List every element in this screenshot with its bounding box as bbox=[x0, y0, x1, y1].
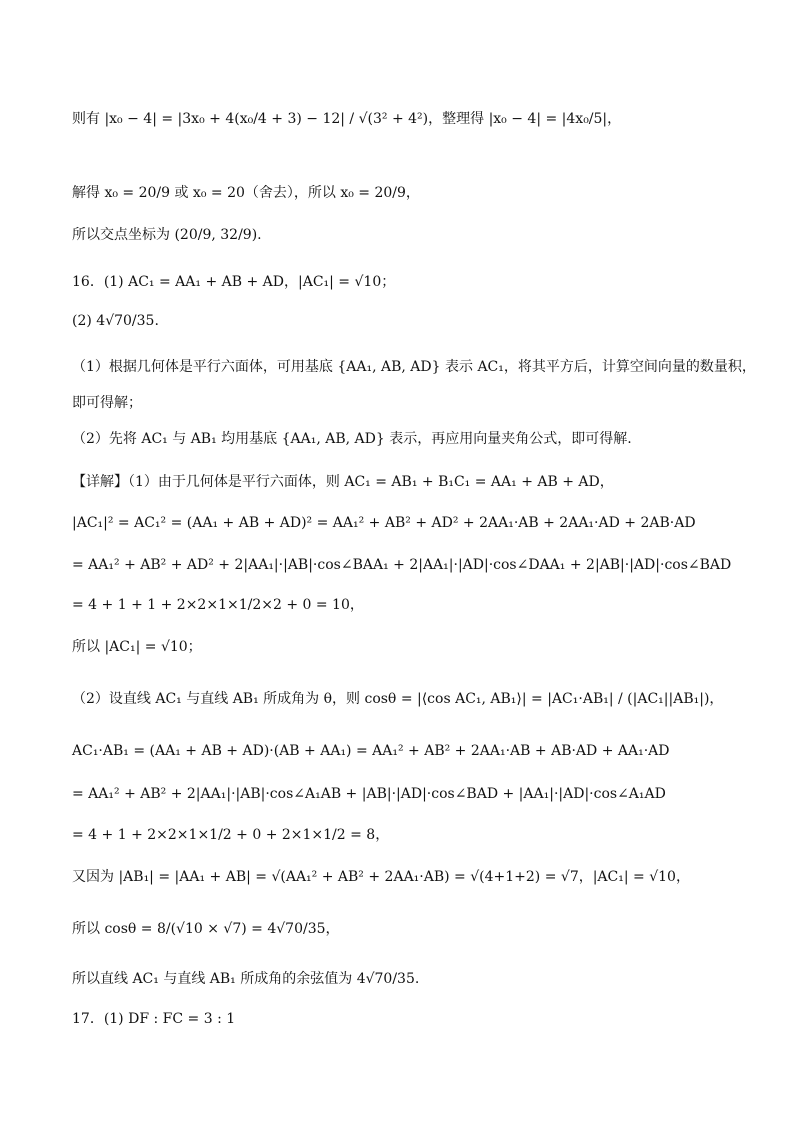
line-6: （1）根据几何体是平行六面体，可用基底 {AA₁, AB, AD} 表示 AC₁，将其平方后，计算空间向量的数量积， bbox=[72, 359, 756, 375]
line-19: 所以 cosθ = 8/(√10 × √7) = 4√70/35， bbox=[72, 921, 340, 937]
line-3: 所以交点坐标为 (20/9, 32/9). bbox=[72, 227, 262, 243]
line-10: |AC₁|² = AC₁² = (AA₁ + AB + AD)² = AA₁² + AB² + AD² + 2AA₁·AB + 2AA₁·AD + 2AB·AD bbox=[72, 515, 696, 531]
line-7: 即可得解； bbox=[72, 395, 142, 411]
line-12: = 4 + 1 + 1 + 2×2×1×1/2×2 + 0 = 10， bbox=[72, 597, 364, 613]
line-2: 解得 x₀ = 20/9 或 x₀ = 20（舍去），所以 x₀ = 20/9， bbox=[72, 185, 420, 201]
line-18: 又因为 |AB₁| = |AA₁ + AB| = √(AA₁² + AB² + 2AA₁·AB) = √(4+1+2) = √7，|AC₁| = √10， bbox=[72, 869, 690, 885]
line-21: 17．(1) DF : FC = 3 : 1 bbox=[72, 1011, 236, 1027]
line-4: 16．(1) AC₁ = AA₁ + AB + AD，|AC₁| = √10； bbox=[72, 274, 396, 290]
line-11: = AA₁² + AB² + AD² + 2|AA₁|·|AB|·cos∠BAA₁ + 2|AA₁|·|AD|·cos∠DAA₁ + 2|AB|·|AD|·cos∠BAD bbox=[72, 557, 732, 573]
line-1: 则有 |x₀ − 4| = |3x₀ + 4(x₀/4 + 3) − 12| / √(3² + 4²)，整理得 |x₀ − 4| = |4x₀/5|， bbox=[72, 111, 622, 127]
line-15: AC₁·AB₁ = (AA₁ + AB + AD)·(AB + AA₁) = AA₁² + AB² + 2AA₁·AB + AB·AD + AA₁·AD bbox=[72, 743, 670, 759]
line-8: （2）先将 AC₁ 与 AB₁ 均用基底 {AA₁, AB, AD} 表示，再应用向量夹角公式，即可得解. bbox=[72, 431, 632, 447]
line-16: = AA₁² + AB² + 2|AA₁|·|AB|·cos∠A₁AB + |AB|·|AD|·cos∠BAD + |AA₁|·|AD|·cos∠A₁AD bbox=[72, 786, 666, 802]
line-20: 所以直线 AC₁ 与直线 AB₁ 所成角的余弦值为 4√70/35. bbox=[72, 971, 420, 987]
line-5: (2) 4√70/35. bbox=[72, 313, 159, 329]
line-14: （2）设直线 AC₁ 与直线 AB₁ 所成角为 θ，则 cosθ = |⟨cos AC₁, AB₁⟩| = |AC₁·AB₁| / (|AC₁||AB₁|)， bbox=[72, 691, 724, 707]
line-9: 【详解】（1）由于几何体是平行六面体，则 AC₁ = AB₁ + B₁C₁ = AA₁ + AB + AD， bbox=[72, 474, 614, 490]
line-17: = 4 + 1 + 2×2×1×1/2 + 0 + 2×1×1/2 = 8， bbox=[72, 827, 390, 843]
line-13: 所以 |AC₁| = √10； bbox=[72, 639, 202, 655]
